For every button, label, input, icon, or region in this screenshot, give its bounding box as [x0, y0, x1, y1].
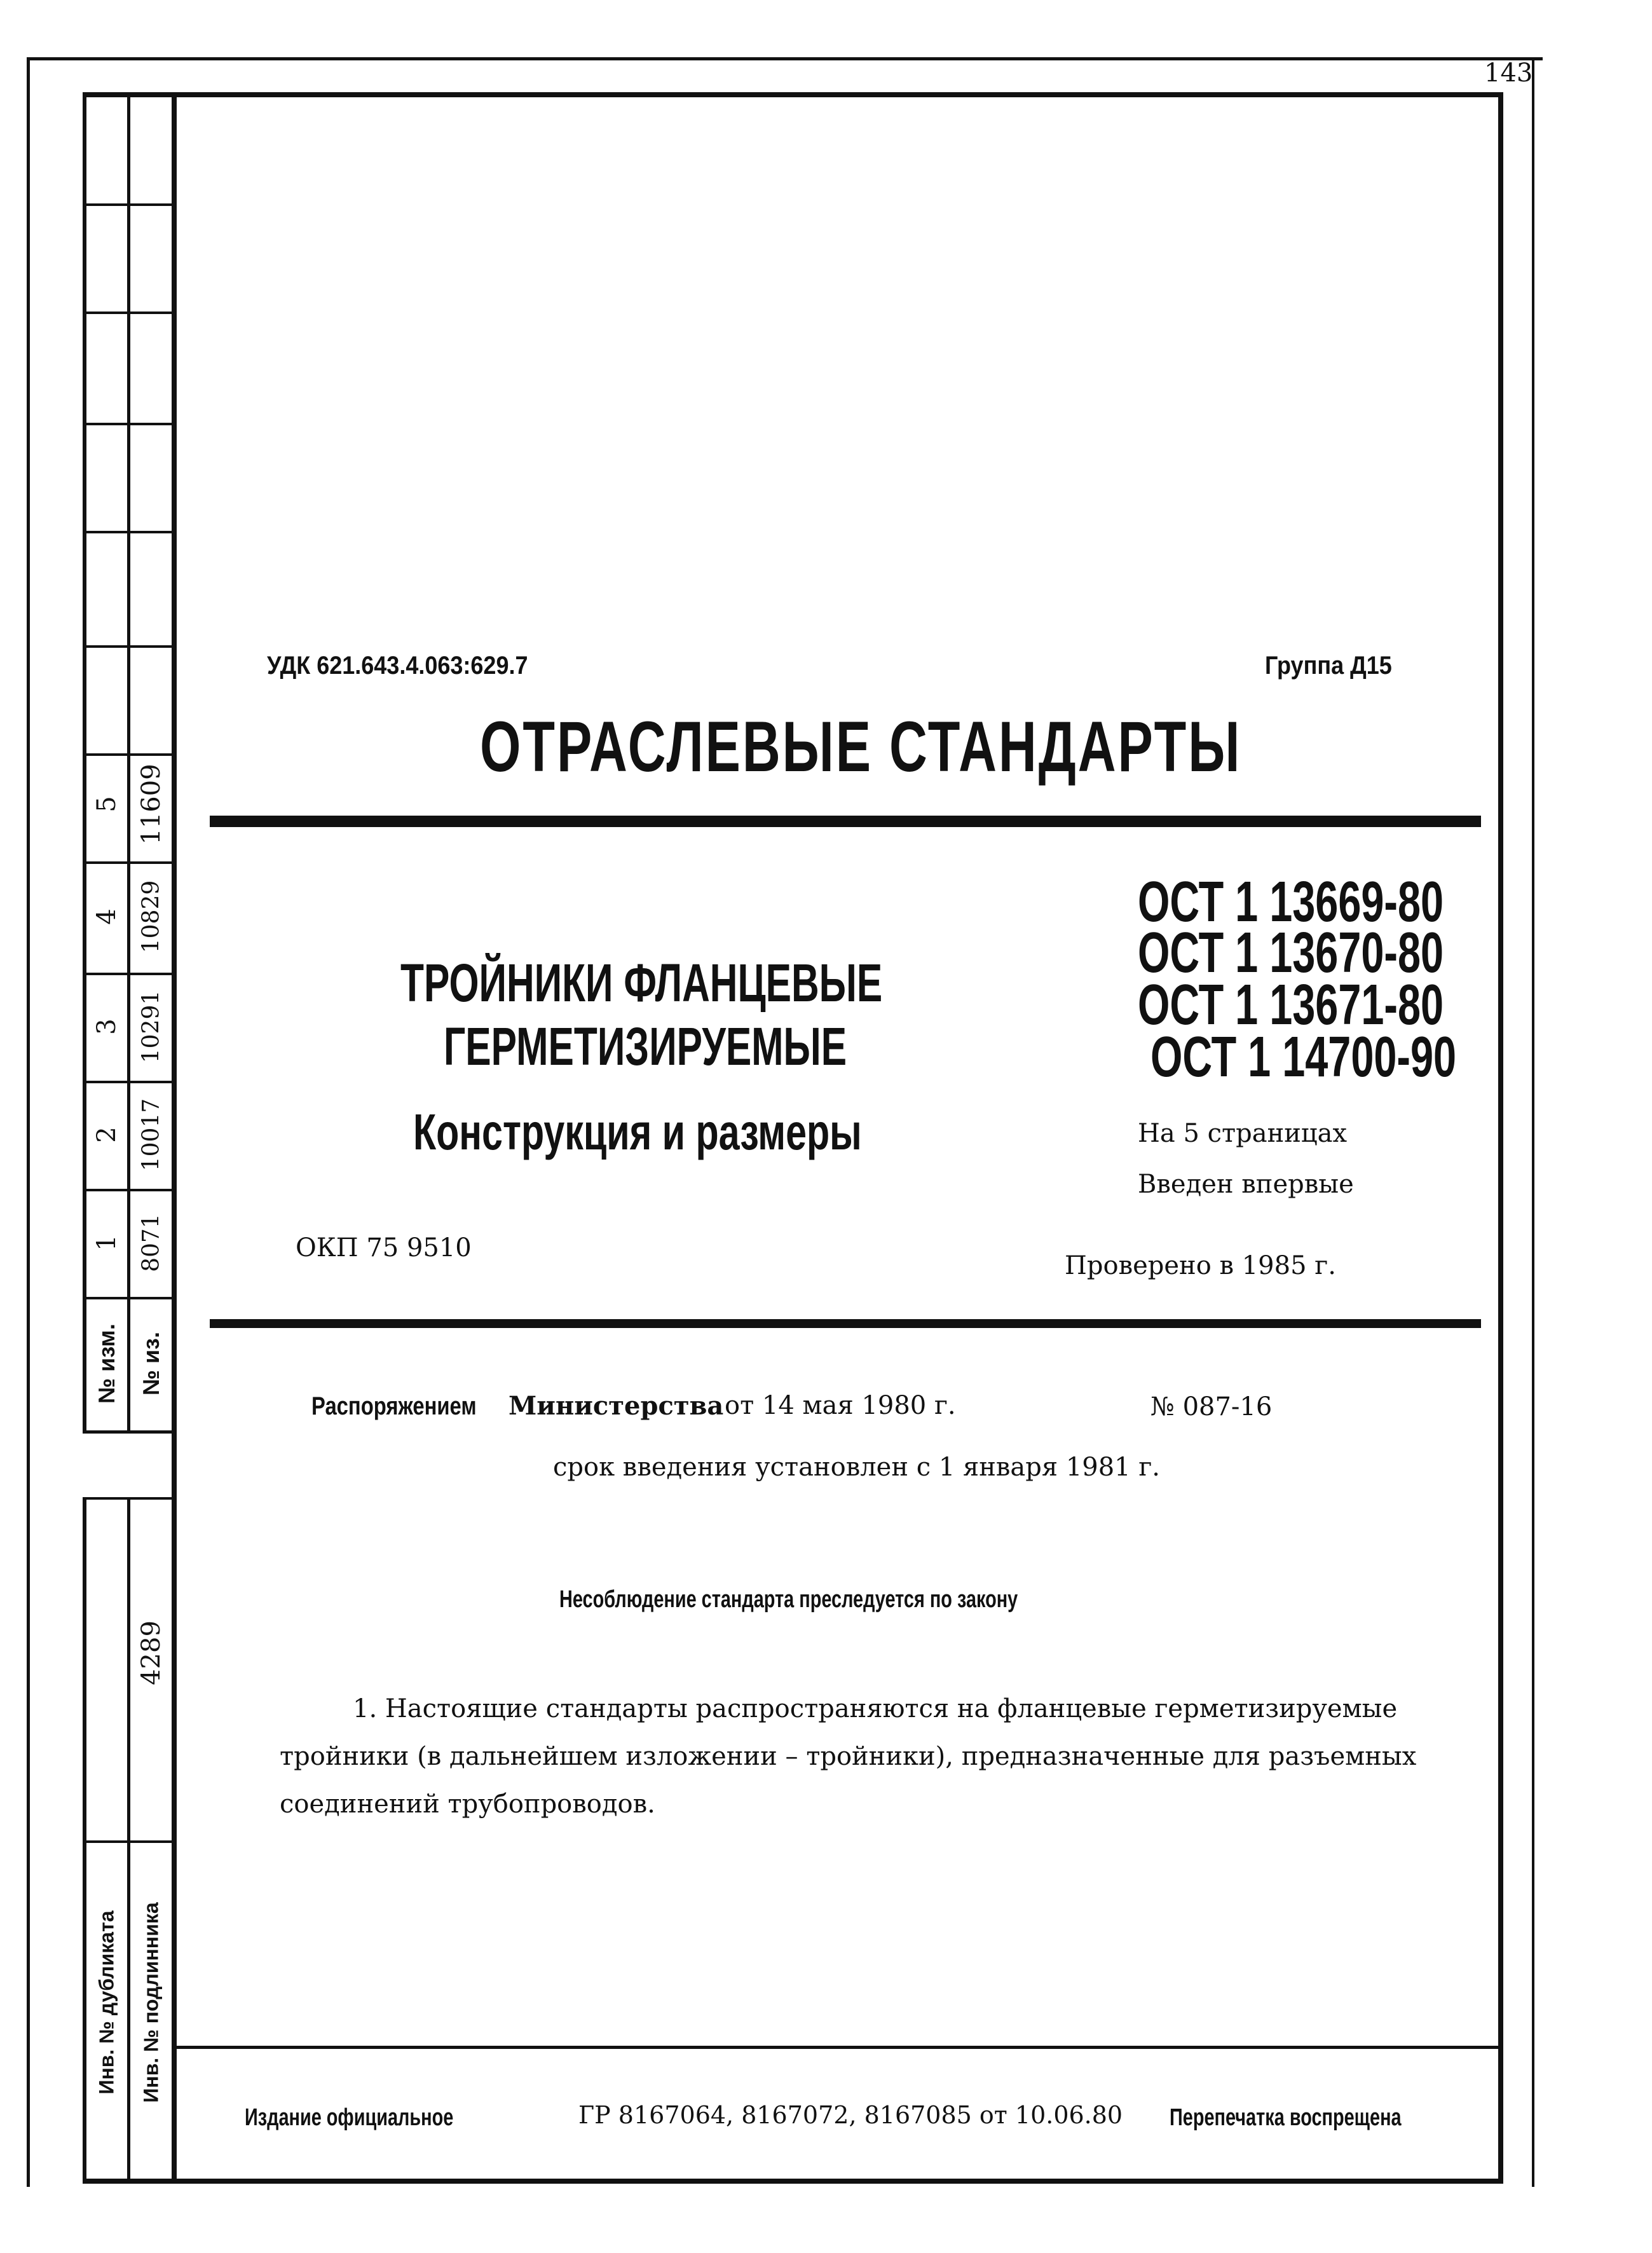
- sidebar-change-2-doc: 10017: [138, 1098, 165, 1172]
- okp-code: ОКП 75 9510: [296, 1233, 472, 1263]
- inner-frame-left: [172, 92, 177, 2184]
- body-line-3: соединений трубопроводов.: [280, 1790, 655, 1819]
- ministry-label: Министерства: [509, 1391, 724, 1421]
- sidebar-change-5-doc: 11609: [137, 764, 166, 845]
- sidebar-change-4-number: 4: [92, 908, 121, 925]
- standard-number-1: ОСТ 1 13669-80: [1138, 870, 1444, 934]
- order-date: от 14 мая 1980 г.: [725, 1391, 956, 1420]
- subtitle: Конструкция и размеры: [413, 1104, 862, 1160]
- sidebar-change-1-number: 1: [92, 1235, 121, 1251]
- body-line-2: тройники (в дальнейшем изложении – тройники), предназначенные для разъемных: [280, 1742, 1417, 1771]
- standard-number-4: ОСТ 1 14700-90: [1150, 1025, 1457, 1089]
- order-label: Распоряжением: [311, 1392, 477, 1420]
- footer-reprint: Перепечатка воспрещена: [1170, 2104, 1402, 2131]
- sidebar-row-7: [83, 861, 175, 864]
- sidebar-change-3-doc: 10291: [138, 990, 165, 1064]
- sidebar-row-5: [83, 645, 175, 648]
- sidebar-row-9: [83, 1081, 175, 1083]
- introduced-note: Введен впервые: [1138, 1170, 1354, 1199]
- udk-code: УДК 621.643.4.063:629.7: [267, 652, 528, 680]
- sidebar-col-left: [83, 92, 86, 1434]
- inner-frame-bottom: [83, 2179, 1503, 2184]
- effective-date: срок введения установлен с 1 января 1981 г.: [553, 1453, 1160, 1482]
- header-rule-bottom: [210, 1319, 1481, 1328]
- footer-registration: ГР 8167064, 8167072, 8167085 от 10.06.80: [578, 2101, 1123, 2129]
- pages-note: На 5 страницах: [1138, 1119, 1348, 1148]
- sidebar-duplicate-inv-label: Инв. № дубликата: [95, 1910, 118, 2095]
- sidebar-row-2: [83, 312, 175, 314]
- footer-edition: Издание официальное: [245, 2104, 454, 2131]
- inner-frame-right: [1498, 92, 1503, 2184]
- sidebar-change-2-number: 2: [92, 1126, 121, 1143]
- outer-frame-top: [27, 57, 1543, 60]
- footer-separator: [172, 2046, 1503, 2049]
- sidebar-col-mid: [127, 92, 130, 1434]
- sidebar-original-inv-label: Инв. № подлинника: [139, 1902, 163, 2103]
- body-line-1: 1. Настоящие стандарты распространяются на фланцевые герметизируемые: [353, 1694, 1398, 1723]
- sidebar-lower-row: [83, 1840, 175, 1843]
- sidebar-row-4: [83, 531, 175, 533]
- sidebar-row-3: [83, 423, 175, 425]
- header-title: ОТРАСЛЕВЫЕ СТАНДАРТЫ: [480, 707, 1242, 786]
- outer-frame-left: [27, 57, 30, 2187]
- sidebar-change-5-number: 5: [92, 796, 121, 812]
- sidebar-original-inv: 4289: [137, 1620, 166, 1685]
- legal-warning: Несоблюдение стандарта преследуется по закону: [559, 1586, 1018, 1613]
- sidebar-row-1: [83, 203, 175, 206]
- checked-note: Проверено в 1985 г.: [1065, 1251, 1336, 1280]
- sidebar-doc-no-label: № из.: [138, 1331, 164, 1396]
- sidebar-row-6: [83, 753, 175, 756]
- sidebar-change-4-doc: 10829: [138, 880, 165, 954]
- sidebar-lower-top: [83, 1497, 175, 1500]
- header-rule-top: [210, 816, 1481, 827]
- standard-number-3: ОСТ 1 13671-80: [1138, 973, 1444, 1037]
- sidebar-change-3-number: 3: [92, 1018, 121, 1035]
- sidebar-row-10: [83, 1189, 175, 1191]
- group-label: Группа Д15: [1265, 652, 1392, 680]
- sidebar-change-1-doc: 8071: [138, 1214, 165, 1272]
- page-number: 143: [1484, 58, 1533, 88]
- outer-frame-right: [1532, 60, 1534, 2187]
- title-line-1: ТРОЙНИКИ ФЛАНЦЕВЫЕ: [400, 953, 883, 1013]
- sidebar-row-12: [83, 1430, 175, 1434]
- sidebar-change-no-label: № изм.: [93, 1324, 119, 1404]
- sidebar-row-8: [83, 973, 175, 975]
- order-number: № 087-16: [1150, 1392, 1273, 1421]
- sidebar-row-11: [83, 1297, 175, 1299]
- standard-number-2: ОСТ 1 13670-80: [1138, 921, 1444, 985]
- inner-frame-top: [83, 92, 1503, 97]
- title-line-2: ГЕРМЕТИЗИРУЕМЫЕ: [444, 1017, 847, 1076]
